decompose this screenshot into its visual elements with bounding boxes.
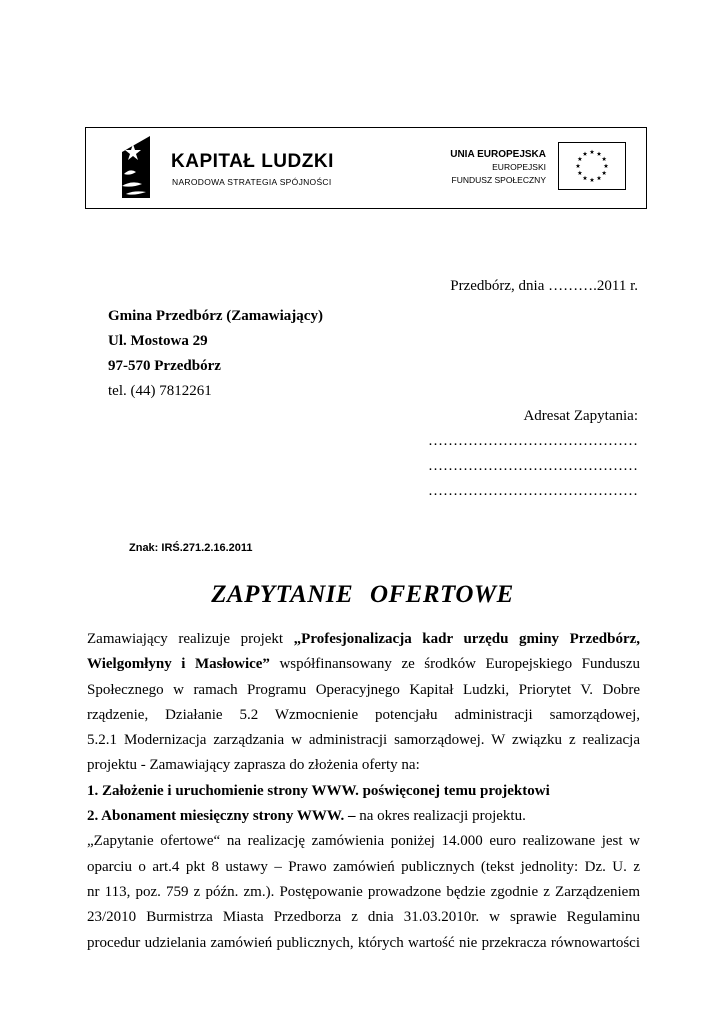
sender-name: Gmina Przedbórz (Zamawiający) — [108, 308, 323, 324]
intro-line: projektu - Zamawiający zaprasza do złożenia oferty na: — [87, 757, 420, 774]
intro-line: rządzenie, Działanie 5.2 Wzmocnienie potencjału administracji samorządowej, — [87, 706, 640, 723]
eu-line-2: EUROPEJSKI — [492, 162, 546, 172]
sender-street: Ul. Mostowa 29 — [108, 333, 208, 349]
eu-fund-label — [416, 148, 546, 187]
program-subtitle: NARODOWA STRATEGIA SPÓJNOŚCI — [172, 177, 332, 187]
addressee-label: Adresat Zapytania: — [523, 408, 638, 424]
legal-line: „Zapytanie ofertowe“ na realizację zamówienia poniżej 14.000 euro realizowane jest w — [87, 833, 640, 850]
eu-line-3: FUNDUSZ SPOŁECZNY — [451, 175, 546, 185]
reference-number: Znak: IRŚ.271.2.16.2011 — [129, 542, 253, 554]
kapital-ludzki-logo-icon — [116, 134, 154, 204]
header-logo-box — [85, 127, 647, 209]
eu-line-1: UNIA EUROPEJSKA — [450, 149, 546, 160]
addressee-line-2: …………………………………… — [428, 458, 638, 474]
place-date: Przedbórz, dnia ……….2011 r. — [450, 278, 638, 294]
addressee-line-1: …………………………………… — [428, 433, 638, 449]
legal-line: 23/2010 Burmistrza Miasta Przedborza z dnia 31.03.2010r. w sprawie Regulaminu — [87, 909, 640, 926]
legal-line: nr 113, poz. 759 z późn. zm.). Postępowanie prowadzone będzie zgodnie z Zarządzeniem — [87, 883, 640, 900]
legal-line: procedur udzielania zamówień publicznych, których wartość nie przekracza równowartości — [87, 934, 640, 951]
sender-city: 97-570 Przedbórz — [108, 358, 221, 374]
sender-phone: tel. (44) 7812261 — [108, 383, 212, 399]
document-title: ZAPYTANIE OFERTOWE — [211, 581, 514, 608]
program-title: KAPITAŁ LUDZKI — [171, 151, 334, 172]
intro-line: Zamawiający realizuje projekt „Profesjonalizacja kadr urzędu gminy Przedbórz, — [87, 631, 640, 647]
item-1: 1. Założenie i uruchomienie strony WWW. poświęconej temu projektowi — [87, 782, 550, 799]
legal-line: oparciu o art.4 pkt 8 ustawy – Prawo zamówień publicznych (tekst jednolity: Dz. U. z — [87, 858, 640, 875]
addressee-line-3: …………………………………… — [428, 483, 638, 499]
intro-line: 5.2.1 Modernizacja zarządzania w administracji samorządowej. W związku z realizacja — [87, 732, 640, 749]
intro-paragraph — [87, 627, 640, 956]
intro-line: Społecznego w ramach Programu Operacyjnego Kapitał Ludzki, Priorytet V. Dobre — [87, 681, 640, 698]
eu-flag-icon — [558, 142, 626, 190]
intro-line: Wielgomłyny i Masłowice” współfinansowany ze środków Europejskiego Funduszu — [87, 656, 640, 673]
item-2: 2. Abonament miesięczny strony WWW. – na okres realizacji projektu. — [87, 808, 526, 825]
